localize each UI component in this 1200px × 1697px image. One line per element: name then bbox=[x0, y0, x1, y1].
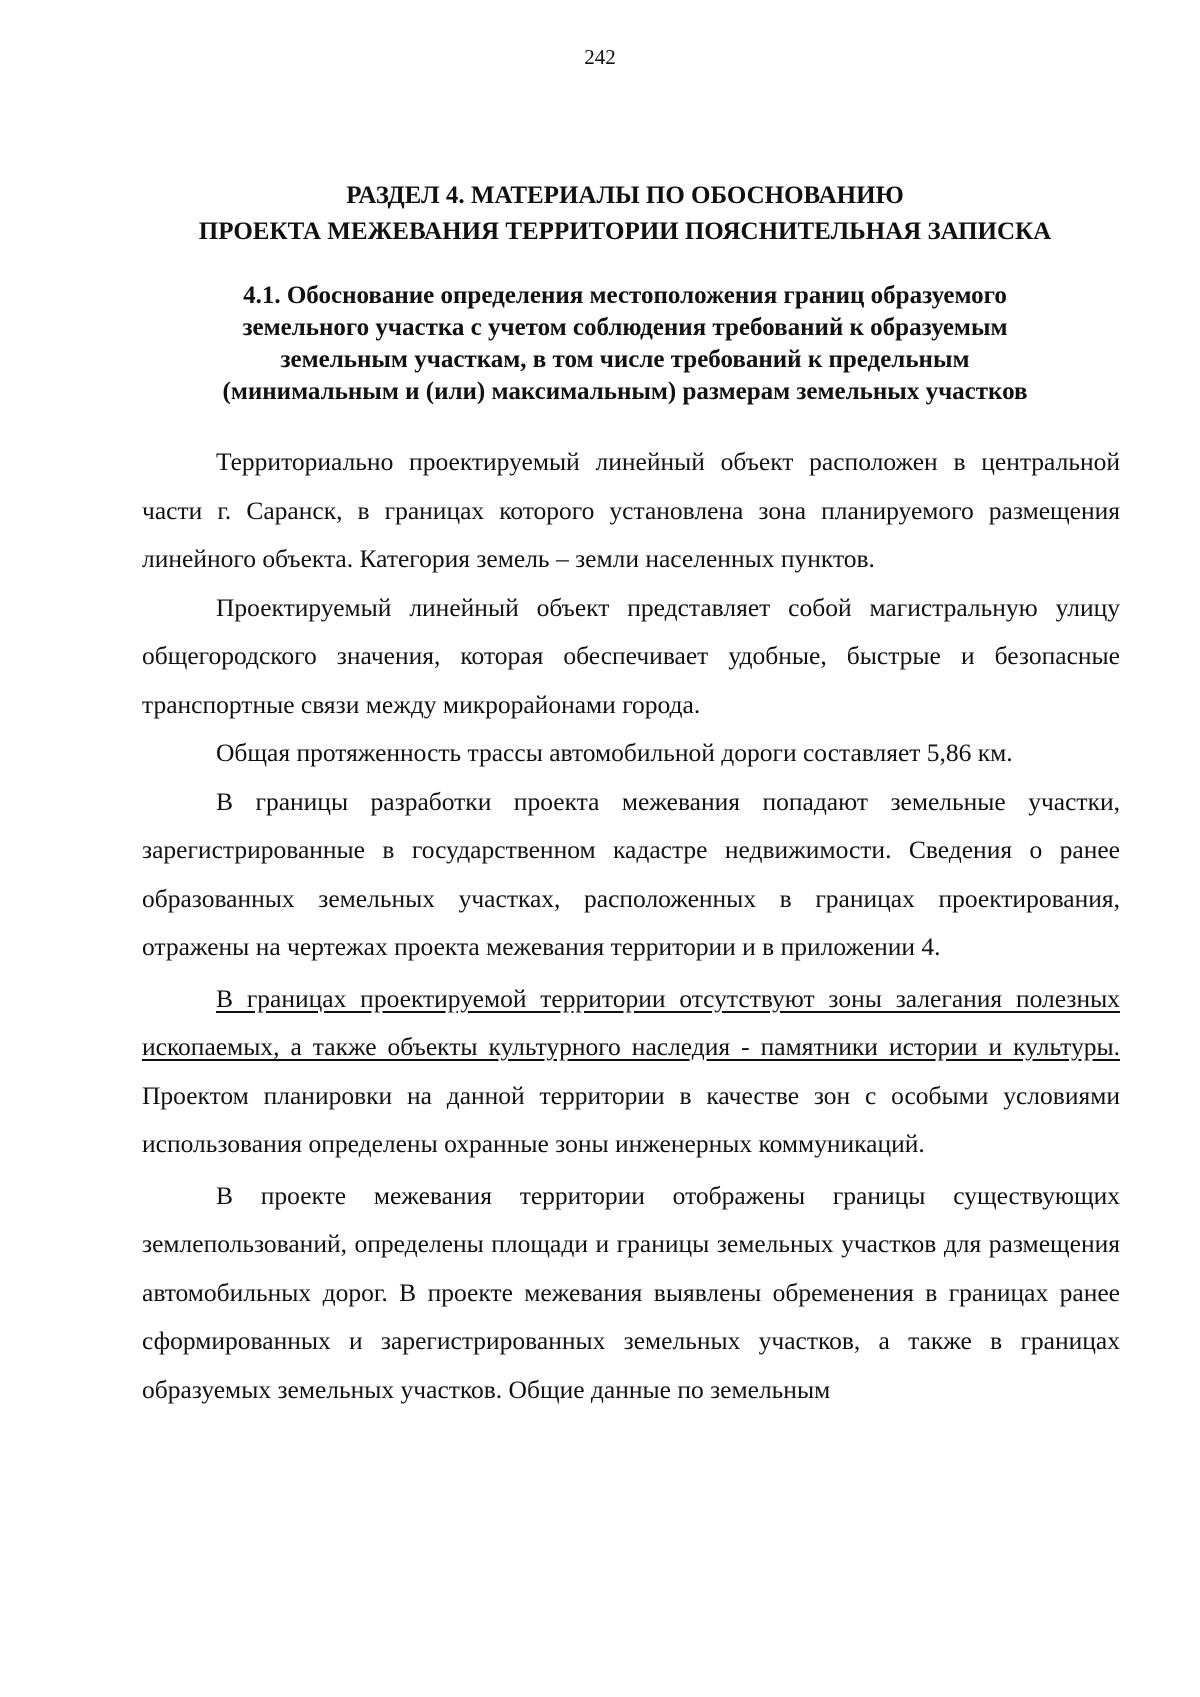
paragraph: Проектируемый линейный объект представляет собой магистральную улицу общегородского значения, которая обеспечивает удобные, быстрые и безопасные транспортные связи между микрорайонами города. bbox=[142, 592, 1120, 719]
subsection-heading-line: земельным участкам, в том числе требований к предельным bbox=[280, 346, 970, 373]
section-heading bbox=[130, 178, 1120, 250]
subsection-heading-line: 4.1. Обоснование определения местоположения границ образуемого bbox=[243, 282, 1007, 309]
body-text bbox=[142, 438, 1120, 1414]
section-heading-line: ПРОЕКТА МЕЖЕВАНИЯ ТЕРРИТОРИИ ПОЯСНИТЕЛЬНАЯ ЗАПИСКА bbox=[198, 218, 1052, 245]
paragraph-text: Проектом планировки на данной территории в качестве зон с особыми условиями использования определены охранные зоны инженерных коммуникаций. bbox=[142, 1080, 1120, 1158]
paragraph: Общая протяженность трассы автомобильной дороги составляет 5,86 км. bbox=[216, 738, 1013, 767]
section-heading-line: РАЗДЕЛ 4. МАТЕРИАЛЫ ПО ОБОСНОВАНИЮ bbox=[346, 182, 904, 209]
paragraph: В проекте межевания территории отображены границы существующих землепользований, определены площади и границы земельных участков для размещения автомобильных дорог. В проекте межевания выявлены обременения в границах ранее сформированных и зарегистрированных земельных участков, а также в границах образуемых земельных участков. Общие данные по земельным bbox=[142, 1180, 1120, 1404]
subsection-heading-line: земельного участка с учетом соблюдения требований к образуемым bbox=[242, 314, 1008, 341]
paragraph: В границы разработки проекта межевания попадают земельные участки, зарегистрированные в государственном кадастре недвижимости. Сведения о ранее образованных земельных участках, расположенных в границах проектирования, отражены на чертежах проекта межевания территории и в приложении 4. bbox=[142, 786, 1120, 961]
underlined-text: В границах проектируемой территории отсутствуют зоны залегания полезных ископаемых, а также объекты культурного наследия - памятники истории и культуры. bbox=[142, 983, 1120, 1061]
subsection-heading bbox=[130, 280, 1120, 408]
page-number: 242 bbox=[584, 45, 616, 69]
subsection-heading-line: (минимальным и (или) максимальным) размерам земельных участков bbox=[222, 378, 1028, 405]
paragraph bbox=[142, 975, 1120, 1169]
paragraph: Территориально проектируемый линейный объект расположен в центральной части г. Саранск, в границах которого установлена зона планируемого размещения линейного объекта. Категория земель – земли населенных пунктов. bbox=[142, 447, 1120, 573]
